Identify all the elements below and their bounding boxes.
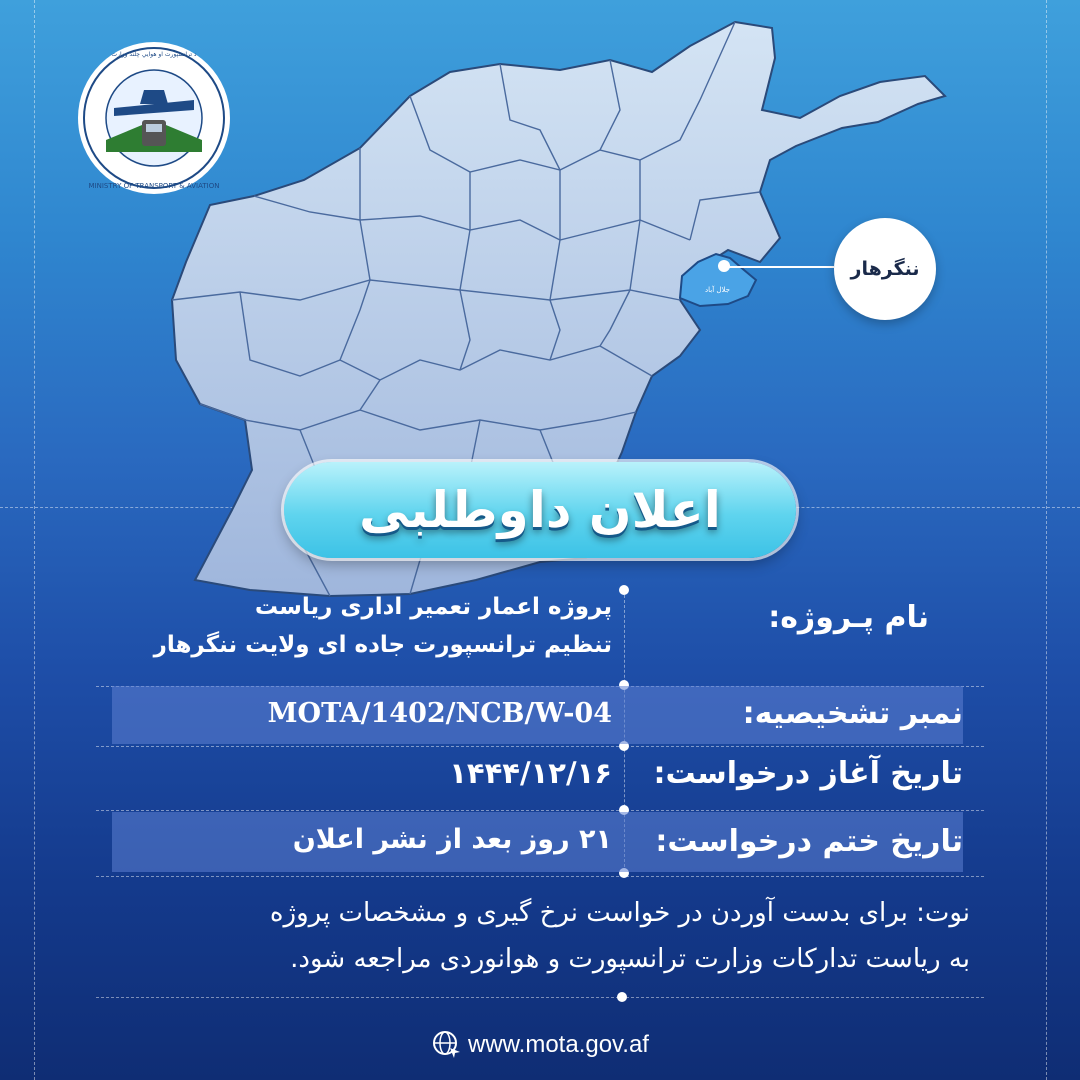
ministry-seal-icon: [76, 40, 232, 196]
project-name-label: نام پـروژه:: [768, 600, 929, 635]
identification-label: نمبر تشخیصیه:: [742, 696, 963, 731]
start-date-row: [112, 748, 963, 806]
end-date-label: تاریخ ختم درخواست:: [655, 824, 963, 859]
province-label-bubble: [834, 218, 936, 320]
row-divider: [96, 810, 984, 811]
project-name-row: [112, 590, 963, 680]
note-divider: [96, 997, 984, 998]
svg-text:MINISTRY OF TRANSPORT & AVIATI: MINISTRY OF TRANSPORT & AVIATION: [88, 182, 220, 190]
note-line2: به ریاست تدارکات وزارت ترانسپورت و هوانوردی مراجعه شود.: [290, 944, 970, 974]
province-callout-line: [724, 266, 834, 268]
start-date-value: ۱۴۴۴/۱۲/۱۶: [449, 756, 612, 790]
province-label: ننگرهار: [850, 258, 920, 280]
province-callout-dot: [718, 260, 730, 272]
project-name-line2: تنظیم ترانسپورت جاده ای ولایت ننگرهار: [153, 632, 612, 658]
row-divider: [96, 746, 984, 747]
end-date-value: ۲۱ روز بعد از نشر اعلان: [292, 824, 612, 855]
globe-cursor-icon: [432, 1030, 462, 1060]
start-date-label: تاریخ آغاز درخواست:: [653, 756, 963, 791]
website-link[interactable]: [432, 1028, 649, 1062]
website-url[interactable]: www.mota.gov.af: [468, 1031, 649, 1058]
identification-value: MOTA/1402/NCB/W-04: [267, 698, 612, 729]
separator-dot: [617, 992, 627, 1002]
project-name-line1: پروژه اعمار تعمیر اداری ریاست: [254, 594, 612, 620]
row-divider: [96, 876, 984, 877]
city-label: جلال آباد: [705, 286, 730, 294]
note-text: [90, 890, 970, 982]
note-line1: نوت: برای بدست آوردن در خواست نرخ گیری و مشخصات پروژه: [269, 898, 970, 928]
identification-row: [112, 686, 963, 744]
svg-text:د ترانسپورت او هوایي چلند وزار: د ترانسپورت او هوایي چلند وزارت: [111, 51, 197, 58]
end-date-row: [112, 812, 963, 872]
announcement-title: اعلان داوطلبی: [359, 481, 721, 539]
announcement-title-pill: [284, 462, 796, 558]
